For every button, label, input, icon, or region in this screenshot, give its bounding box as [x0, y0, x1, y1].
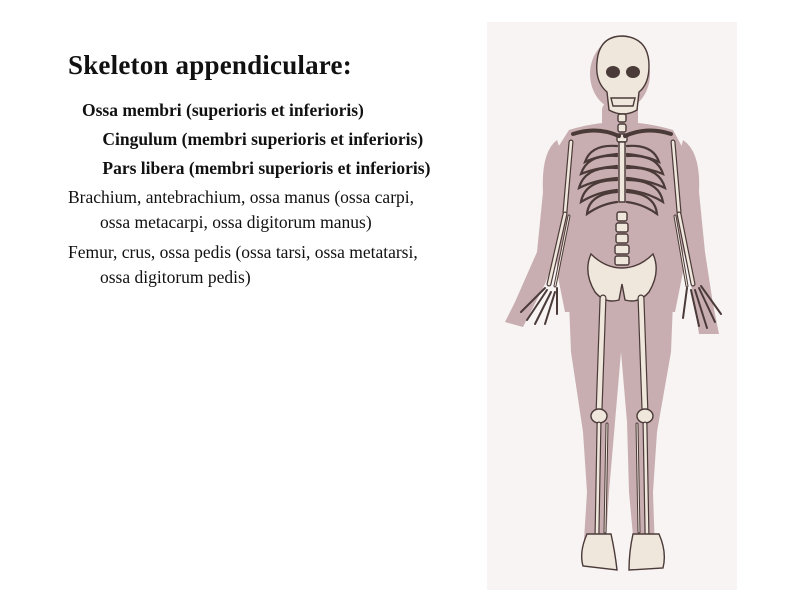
patella-left: [591, 409, 607, 423]
bullet-cingulum: [68, 127, 438, 152]
slide-title: Skeleton appendiculare:: [68, 50, 352, 80]
slide-body: [68, 98, 438, 295]
bullet-ossa-membri: [68, 98, 438, 123]
bullet-pars-libera: [68, 156, 438, 181]
bullet-brachium: [68, 185, 438, 235]
bullet-text: Pars libera (membri superioris et inferioris): [98, 158, 431, 178]
skeleton-illustration: [487, 22, 737, 590]
skeleton-figure: [487, 22, 737, 590]
patella-right: [637, 409, 653, 423]
bullet-text: Ossa membri (superioris et inferioris): [82, 100, 364, 120]
foot-right: [629, 534, 664, 570]
orbit-left: [606, 66, 620, 78]
bullet-text: Femur, crus, ossa pedis (ossa tarsi, ossa metatarsi, ossa digitorum pedis): [68, 242, 418, 287]
bullet-text: Cingulum (membri superioris et inferioris): [98, 129, 424, 149]
orbit-right: [626, 66, 640, 78]
bullet-femur: [68, 240, 438, 290]
teeth: [611, 98, 635, 106]
bullet-text: Brachium, antebrachium, ossa manus (ossa carpi, ossa metacarpi, ossa digitorum manus): [68, 187, 415, 232]
foot-left: [582, 534, 617, 570]
